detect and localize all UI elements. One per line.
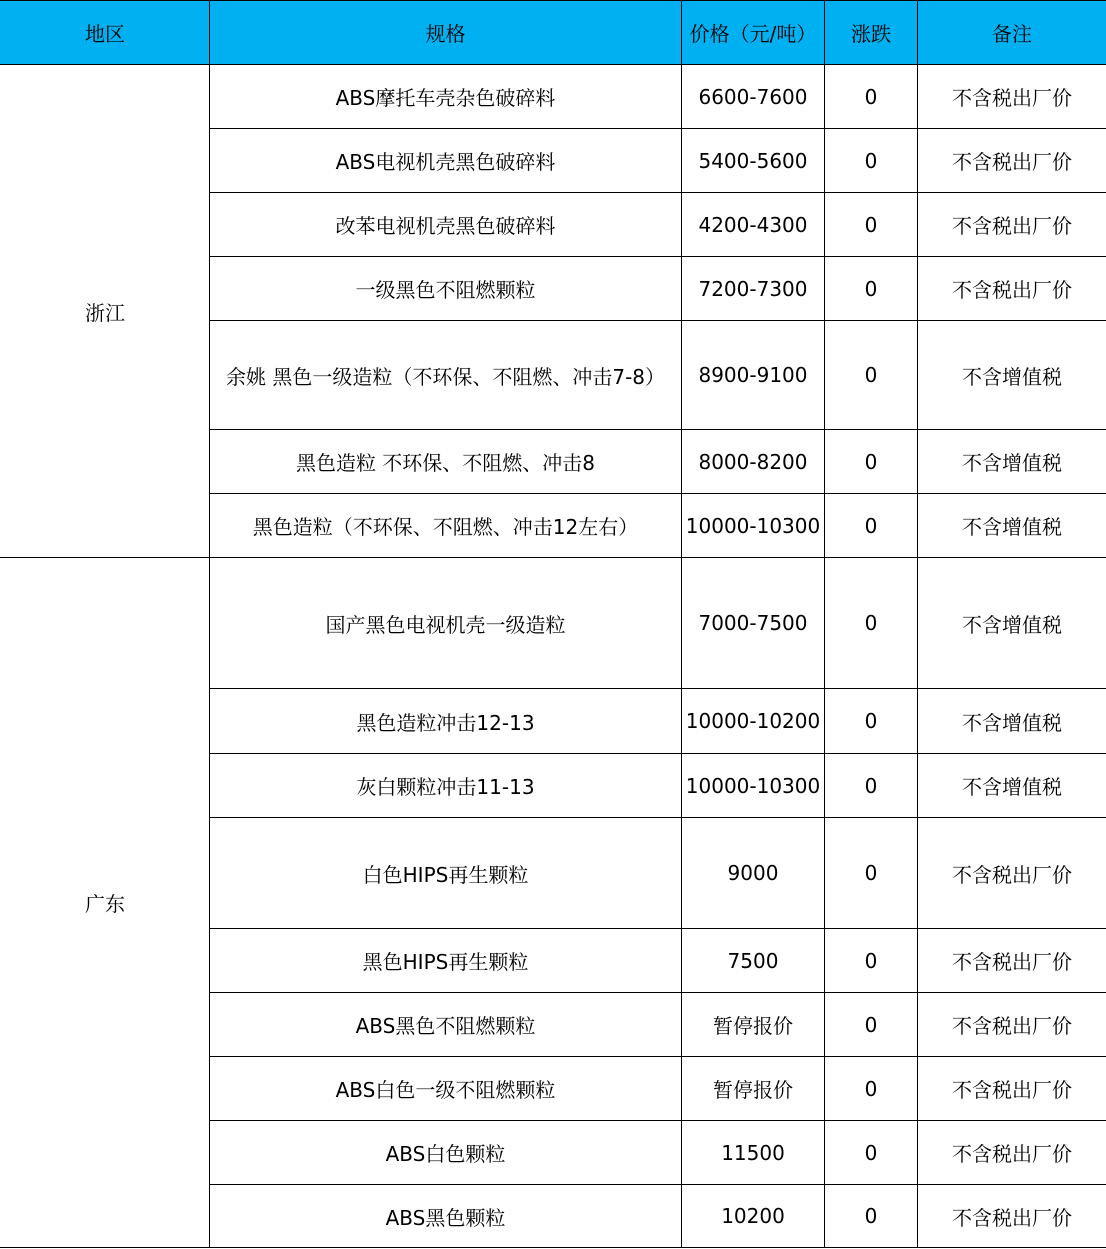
note-cell: 不含增值税 — [918, 754, 1106, 818]
spec-cell: 黑色HIPS再生颗粒 — [210, 929, 682, 993]
change-cell: 0 — [825, 193, 918, 257]
price-cell: 9000 — [682, 818, 825, 929]
note-cell: 不含税出厂价 — [918, 65, 1106, 129]
note-cell: 不含税出厂价 — [918, 993, 1106, 1057]
price-cell: 暂停报价 — [682, 993, 825, 1057]
change-cell: 0 — [825, 129, 918, 193]
change-cell: 0 — [825, 929, 918, 993]
note-cell: 不含税出厂价 — [918, 929, 1106, 993]
spec-cell: 改苯电视机壳黑色破碎料 — [210, 193, 682, 257]
table-row — [1, 65, 1106, 129]
spec-cell: ABS摩托车壳杂色破碎料 — [210, 65, 682, 129]
change-cell: 0 — [825, 754, 918, 818]
table-row — [1, 558, 1106, 689]
spec-cell: 灰白颗粒冲击11-13 — [210, 754, 682, 818]
price-cell: 5400-5600 — [682, 129, 825, 193]
note-cell: 不含增值税 — [918, 689, 1106, 754]
spec-cell: ABS白色颗粒 — [210, 1121, 682, 1185]
note-cell: 不含税出厂价 — [918, 1185, 1106, 1248]
price-cell: 6600-7600 — [682, 65, 825, 129]
change-cell: 0 — [825, 1121, 918, 1185]
change-cell: 0 — [825, 257, 918, 321]
price-cell: 10200 — [682, 1185, 825, 1248]
price-cell: 暂停报价 — [682, 1057, 825, 1121]
change-cell: 0 — [825, 818, 918, 929]
price-cell: 7200-7300 — [682, 257, 825, 321]
note-cell: 不含增值税 — [918, 494, 1106, 558]
price-cell: 7500 — [682, 929, 825, 993]
price-cell: 7000-7500 — [682, 558, 825, 689]
change-cell: 0 — [825, 321, 918, 430]
spec-cell: 黑色造粒（不环保、不阻燃、冲击12左右） — [210, 494, 682, 558]
spec-cell: 黑色造粒 不环保、不阻燃、冲击8 — [210, 430, 682, 494]
note-cell: 不含税出厂价 — [918, 1057, 1106, 1121]
spec-cell: ABS黑色颗粒 — [210, 1185, 682, 1248]
spec-cell: ABS电视机壳黑色破碎料 — [210, 129, 682, 193]
change-cell: 0 — [825, 1057, 918, 1121]
price-cell: 4200-4300 — [682, 193, 825, 257]
note-cell: 不含税出厂价 — [918, 129, 1106, 193]
note-cell: 不含增值税 — [918, 321, 1106, 430]
spec-cell: ABS白色一级不阻燃颗粒 — [210, 1057, 682, 1121]
header-spec: 规格 — [210, 1, 682, 65]
header-price: 价格（元/吨） — [682, 1, 825, 65]
header-region: 地区 — [1, 1, 210, 65]
change-cell: 0 — [825, 65, 918, 129]
price-cell: 8000-8200 — [682, 430, 825, 494]
change-cell: 0 — [825, 494, 918, 558]
note-cell: 不含增值税 — [918, 430, 1106, 494]
price-cell: 8900-9100 — [682, 321, 825, 430]
spec-cell: 国产黑色电视机壳一级造粒 — [210, 558, 682, 689]
spec-cell: 黑色造粒冲击12-13 — [210, 689, 682, 754]
note-cell: 不含税出厂价 — [918, 193, 1106, 257]
change-cell: 0 — [825, 1185, 918, 1248]
region-cell-guangdong: 广东 — [1, 558, 210, 1248]
note-cell: 不含税出厂价 — [918, 818, 1106, 929]
price-cell: 11500 — [682, 1121, 825, 1185]
note-cell: 不含税出厂价 — [918, 1121, 1106, 1185]
header-change: 涨跌 — [825, 1, 918, 65]
note-cell: 不含税出厂价 — [918, 257, 1106, 321]
spec-cell: ABS黑色不阻燃颗粒 — [210, 993, 682, 1057]
region-cell-zhejiang: 浙江 — [1, 65, 210, 558]
price-cell: 10000-10300 — [682, 754, 825, 818]
header-note: 备注 — [918, 1, 1106, 65]
price-cell: 10000-10200 — [682, 689, 825, 754]
change-cell: 0 — [825, 430, 918, 494]
spec-cell: 白色HIPS再生颗粒 — [210, 818, 682, 929]
change-cell: 0 — [825, 689, 918, 754]
price-cell: 10000-10300 — [682, 494, 825, 558]
change-cell: 0 — [825, 558, 918, 689]
spec-cell: 余姚 黑色一级造粒（不环保、不阻燃、冲击7-8） — [210, 321, 682, 430]
note-cell: 不含增值税 — [918, 558, 1106, 689]
change-cell: 0 — [825, 993, 918, 1057]
table-header-row — [1, 1, 1106, 65]
spec-cell: 一级黑色不阻燃颗粒 — [210, 257, 682, 321]
